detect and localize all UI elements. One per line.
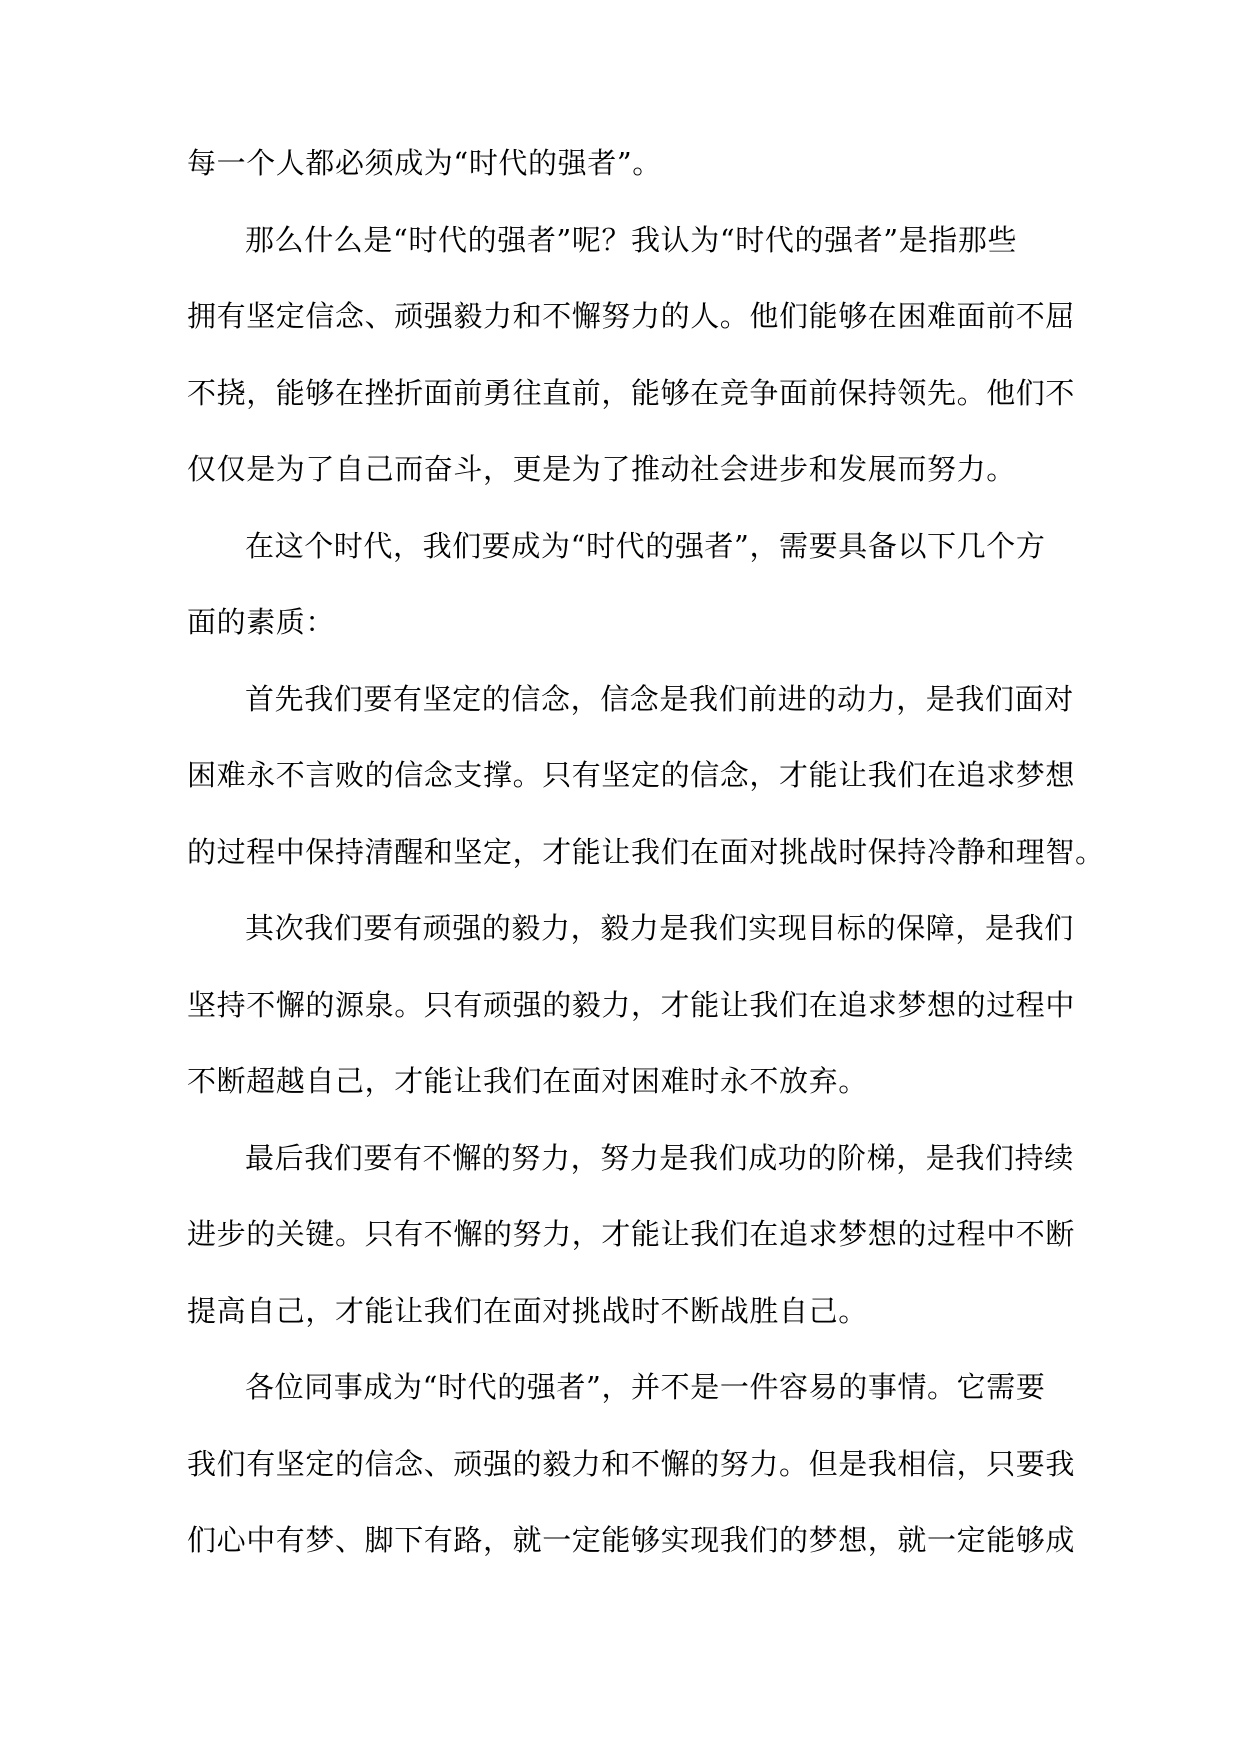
text-line: 首先我们要有坚定的信念，信念是我们前进的动力，是我们面对 <box>245 681 1074 716</box>
text-line: 困难永不言败的信念支撑。只有坚定的信念，才能让我们在追求梦想 <box>187 758 1076 792</box>
text-line: 进步的关键。只有不懈的努力，才能让我们在追求梦想的过程中不断 <box>187 1217 1076 1251</box>
text-line: 坚持不懈的源泉。只有顽强的毅力，才能让我们在追求梦想的过程中 <box>187 987 1076 1022</box>
text-line: 最后我们要有不懈的努力，努力是我们成功的阶梯，是我们持续 <box>245 1140 1074 1175</box>
text-line: 仅仅是为了自己而奋斗，更是为了推动社会进步和发展而努力。 <box>187 452 1016 486</box>
text-line: 拥有坚定信念、顽强毅力和不懈努力的人。他们能够在困难面前不屈 <box>187 299 1076 333</box>
text-line: 每一个人都必须成为“时代的强者”。 <box>187 146 662 180</box>
text-line: 我们有坚定的信念、顽强的毅力和不懈的努力。但是我相信，只要我 <box>187 1446 1076 1481</box>
text-line: 不挠，能够在挫折面前勇往直前，能够在竞争面前保持领先。他们不 <box>187 375 1076 410</box>
text-line: 提高自己，才能让我们在面对挑战时不断战胜自己。 <box>187 1293 868 1328</box>
text-line: 们心中有梦、脚下有路，就一定能够实现我们的梦想，就一定能够成 <box>187 1523 1076 1557</box>
text-line: 面的素质： <box>187 605 336 639</box>
document-body <box>187 143 1105 1597</box>
text-line: 不断超越自己，才能让我们在面对困难时永不放弃。 <box>187 1064 868 1098</box>
text-line: 在这个时代，我们要成为“时代的强者”，需要具备以下几个方 <box>245 528 1046 563</box>
text-line: 其次我们要有顽强的毅力，毅力是我们实现目标的保障，是我们 <box>245 911 1074 945</box>
text-line: 的过程中保持清醒和坚定，才能让我们在面对挑战时保持冷静和理智。 <box>187 834 1105 869</box>
text-line: 那么什么是“时代的强者”呢？我认为“时代的强者”是指那些 <box>245 222 1018 257</box>
text-line: 各位同事成为“时代的强者”，并不是一件容易的事情。它需要 <box>245 1370 1046 1404</box>
